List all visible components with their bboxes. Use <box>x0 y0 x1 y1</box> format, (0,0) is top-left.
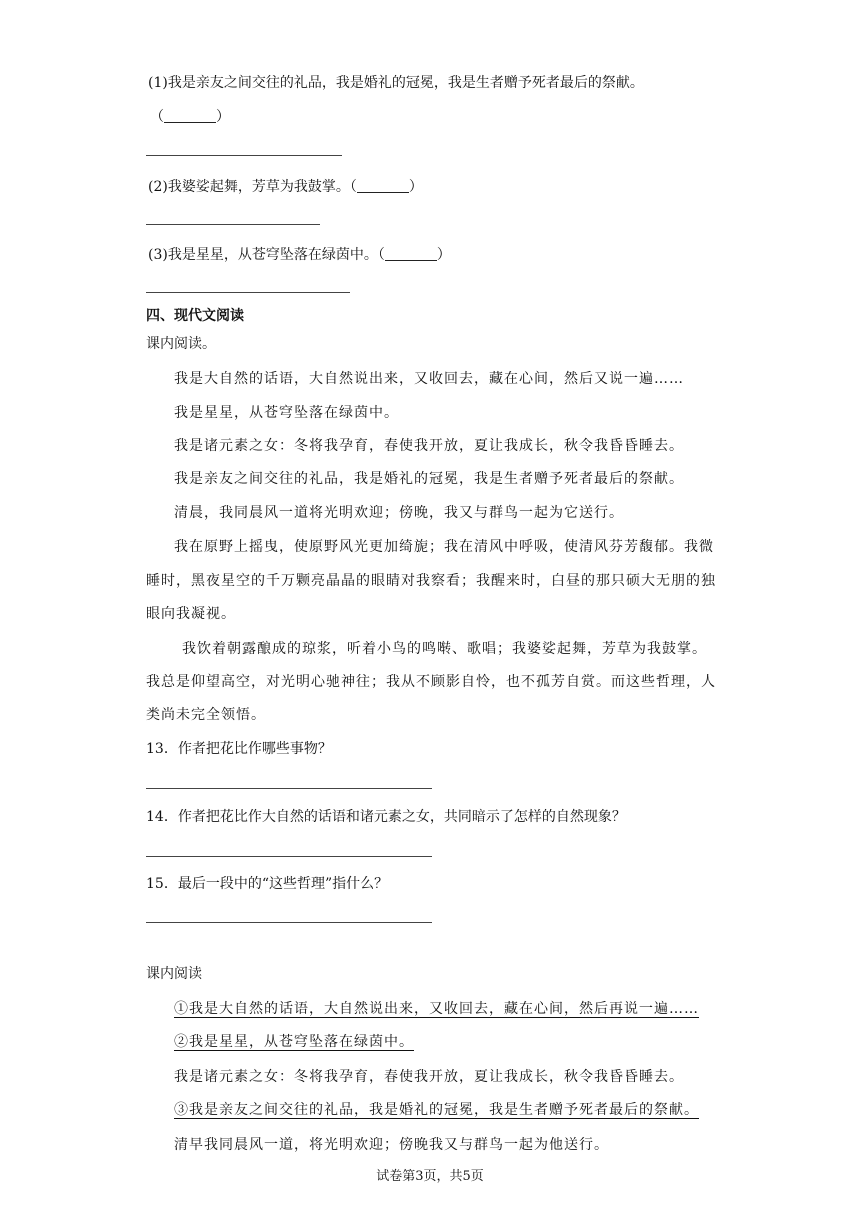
answer-line <box>146 788 432 789</box>
answer-line <box>146 856 432 857</box>
answer-blank-1 <box>150 106 230 126</box>
exercise-item-3-close: ） <box>436 247 451 263</box>
passage-paragraph: 我是亲友之间交往的礼品，我是婚礼的冠冕，我是生者赠予死者最后的祭献。 <box>174 471 684 487</box>
answer-line <box>146 292 350 293</box>
answer-line <box>146 922 432 923</box>
answer-open-paren: （ <box>150 109 164 125</box>
passage-paragraph-line: 我总是仰望高空，对光明心驰神往；我从不顾影自怜，也不孤芳自赏。而这些哲理，人 <box>146 674 716 690</box>
passage-paragraph-line: 睡时，黑夜星空的千万颗亮晶晶的眼睛对我察看；我醒来时，白昼的那只硕大无朋的独 <box>146 573 716 589</box>
passage-paragraph-line: 眼向我凝视。 <box>146 606 236 622</box>
passage-paragraph: 我是诸元素之女：冬将我孕育，春使我开放，夏让我成长，秋令我昏昏睡去。 <box>174 438 684 454</box>
question-14: 14．作者把花比作大自然的话语和诸元素之女，共同暗示了怎样的自然现象？ <box>146 809 626 825</box>
passage-paragraph-line: 我在原野上摇曳，使原野风光更加绮旎；我在清风中呼吸，使清风芬芳馥郁。我微 <box>174 539 714 555</box>
blank-underline <box>357 178 409 193</box>
passage-paragraph: 我是星星，从苍穹坠落在绿茵中。 <box>174 405 399 421</box>
passage-2-sentence-3: ③我是亲友之间交往的礼品，我是婚礼的冠冕，我是生者赠予死者最后的祭献。 <box>174 1102 699 1118</box>
page-footer: 试卷第3页，共5页 <box>376 1169 484 1184</box>
passage-2-paragraph: 我是诸元素之女：冬将我孕育，春使我开放，夏让我成长，秋令我昏昏睡去。 <box>174 1069 684 1085</box>
section-subheading: 课内阅读。 <box>146 336 216 352</box>
answer-close-paren: ） <box>216 109 230 125</box>
exercise-item-3 <box>148 244 451 264</box>
exercise-item-2-close: ） <box>408 179 423 195</box>
exercise-item-3-text: (3)我是星星，从苍穹坠落在绿茵中。（ <box>148 247 385 263</box>
answer-line <box>146 155 342 156</box>
passage-2-sentence-1: ①我是大自然的话语，大自然说出来，又收回去，藏在心间，然后再说一遍…… <box>174 1001 699 1017</box>
section-heading: 四、现代文阅读 <box>146 308 244 324</box>
passage-2-heading: 课内阅读 <box>146 966 202 982</box>
question-13: 13．作者把花比作哪些事物？ <box>146 741 332 757</box>
passage-paragraph: 清晨，我同晨风一道将光明欢迎；傍晚，我又与群鸟一起为它送行。 <box>174 505 624 521</box>
passage-paragraph-line: 我饮着朝露酿成的琼浆，听着小鸟的鸣啭、歌唱；我婆娑起舞，芳草为我鼓掌。 <box>182 641 707 657</box>
answer-line <box>146 224 320 225</box>
exercise-item-2 <box>148 176 423 196</box>
blank-underline <box>164 108 216 123</box>
passage-paragraph-line: 类尚未完全领悟。 <box>146 707 266 723</box>
exercise-item-2-text: (2)我婆娑起舞，芳草为我鼓掌。（ <box>148 179 357 195</box>
question-15: 15．最后一段中的“这些哲理”指什么？ <box>146 876 389 892</box>
passage-paragraph: 我是大自然的话语，大自然说出来，又收回去，藏在心间，然后又说一遍…… <box>174 371 684 387</box>
passage-2-sentence-2: ②我是星星，从苍穹坠落在绿茵中。 <box>174 1034 414 1050</box>
exercise-item-1: (1)我是亲友之间交往的礼品，我是婚礼的冠冕，我是生者赠予死者最后的祭献。 <box>148 75 644 91</box>
blank-underline <box>385 246 437 261</box>
passage-2-paragraph: 清早我同晨风一道，将光明欢迎；傍晚我又与群鸟一起为他送行。 <box>174 1137 609 1153</box>
